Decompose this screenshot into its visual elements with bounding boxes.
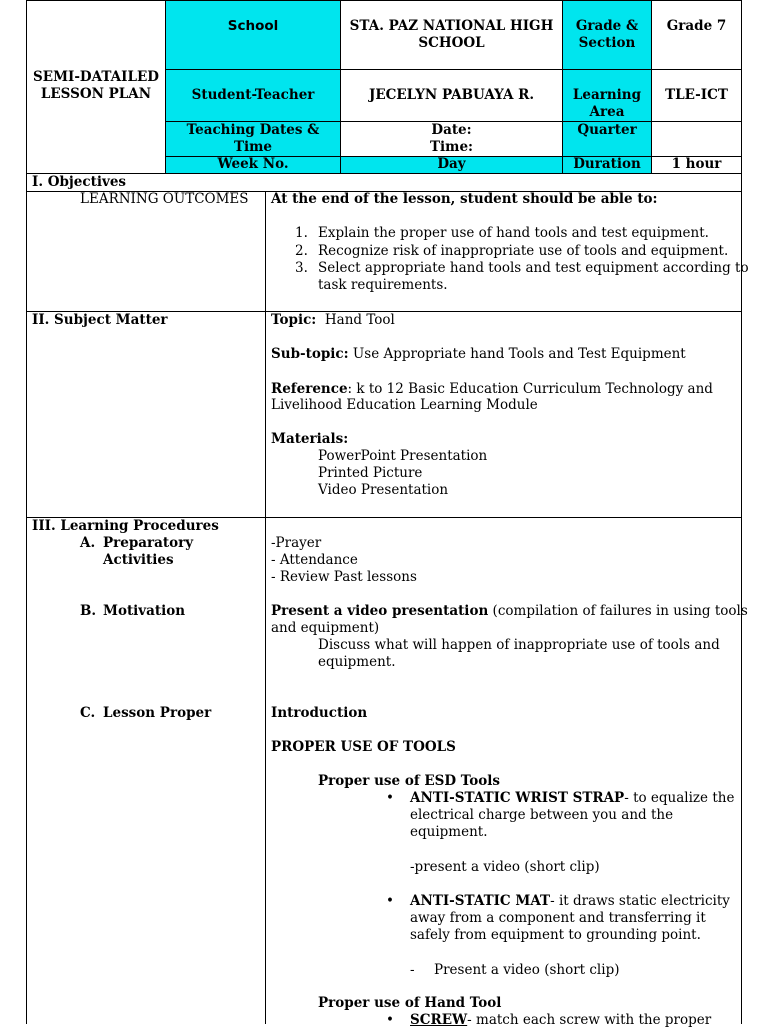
objective-item-2: Recognize risk of inappropriate use of tools and equipment. (318, 243, 729, 259)
objective-item-3-line-2: task requirements. (318, 277, 448, 293)
motivation-line-2: and equipment) (271, 620, 380, 636)
objective-item-3-line-1: Select appropriate hand tools and test equipment according to (318, 260, 749, 276)
objective-item-1: Explain the proper use of hand tools and test equipment. (318, 225, 709, 241)
material-item: Video Presentation (318, 482, 449, 498)
learning-area-line-1: Learning (572, 87, 642, 103)
subject-matter-heading: II. Subject Matter (32, 312, 168, 328)
esd-tools-heading: Proper use of ESD Tools (318, 773, 501, 789)
prep-item: -Prayer (271, 535, 322, 551)
procedures-heading: III. Learning Procedures (32, 518, 219, 534)
duration-label: Duration (573, 156, 641, 172)
reference-line-2: Livelihood Education Learning Module (271, 397, 538, 413)
date-label: Date: (431, 122, 472, 138)
wrist-strap-bold: ANTI-STATIC WRIST STRAP (410, 790, 625, 806)
grade-value: Grade 7 (666, 18, 727, 34)
date-time-cell (341, 122, 562, 156)
school-value-line-1: STA. PAZ NATIONAL HIGH (349, 18, 554, 34)
mat-video-dash: - (410, 962, 415, 978)
procedure-b-letter: B. (80, 603, 97, 619)
learning-area-label (563, 87, 651, 121)
lesson-plan-title (27, 69, 165, 103)
student-teacher-label: Student-Teacher (191, 87, 315, 103)
reference-label: Reference (271, 381, 348, 397)
screw-line (410, 1012, 711, 1029)
procedure-c-label: Lesson Proper (103, 705, 212, 721)
teaching-dates-line-2: Time (233, 139, 273, 155)
learning-area-line-2: Area (589, 104, 625, 120)
school-label: School (227, 18, 279, 34)
bullet-icon: • (386, 1012, 394, 1028)
wrist-strap-line-2: electrical charge between you and the (410, 807, 674, 823)
introduction-heading: Introduction (271, 705, 368, 721)
motivation-rest: (compilation of failures in using tools (488, 603, 748, 619)
objective-item-2-num: 2. (295, 243, 308, 259)
mat-line-1 (410, 893, 730, 910)
motivation-bold: Present a video presentation (271, 603, 489, 619)
subtopic-label: Sub-topic: (271, 346, 349, 362)
motivation-line-1 (271, 603, 748, 620)
learning-area-value: TLE-ICT (665, 87, 728, 103)
teaching-dates-label (166, 122, 340, 156)
motivation-discuss-2: equipment. (318, 654, 396, 670)
procedure-a-label-2: Activities (103, 552, 174, 568)
bullet-icon: • (386, 790, 394, 806)
wrist-strap-rest: - to equalize the (624, 790, 735, 806)
time-label: Time: (429, 139, 474, 155)
week-label: Week No. (217, 156, 289, 172)
grade-label-line-2: Section (578, 35, 636, 51)
student-teacher-value: JECELYN PABUAYA R. (368, 87, 535, 103)
wrist-strap-video: -present a video (short clip) (410, 859, 600, 875)
mat-line-2: away from a component and transferring it (410, 910, 706, 926)
learning-outcomes-label: LEARNING OUTCOMES (80, 191, 249, 207)
table-border (26, 0, 742, 1)
teaching-dates-line-1: Teaching Dates & (186, 122, 320, 138)
table-border (265, 191, 266, 1024)
material-item: Printed Picture (318, 465, 423, 481)
objective-item-3-num: 3. (295, 260, 308, 276)
objectives-intro: At the end of the lesson, student should be able to: (271, 191, 658, 207)
bullet-icon: • (386, 893, 394, 909)
proper-use-tools-heading: PROPER USE OF TOOLS (271, 739, 456, 755)
procedure-a-letter: A. (80, 535, 96, 551)
objectives-heading: I. Objectives (32, 174, 127, 190)
topic-label: Topic: (271, 312, 317, 328)
prep-item: - Attendance (271, 552, 358, 568)
mat-rest: - it draws static electricity (550, 893, 730, 909)
grade-section-label (563, 18, 651, 52)
quarter-label: Quarter (577, 122, 637, 138)
school-label-cell (166, 1, 340, 69)
procedure-c-letter: C. (80, 705, 96, 721)
procedure-a-label (103, 535, 193, 569)
mat-line-3: safely from equipment to grounding point. (410, 927, 701, 943)
table-border (26, 173, 742, 174)
school-value (341, 18, 562, 52)
grade-label-line-1: Grade & (575, 18, 639, 34)
wrist-strap-line-3: equipment. (410, 824, 488, 840)
reference-value-1: : k to 12 Basic Education Curriculum Technology and (347, 381, 713, 397)
table-border (741, 0, 742, 1024)
day-label: Day (437, 156, 466, 172)
prep-item: - Review Past lessons (271, 569, 417, 585)
materials-label: Materials: (271, 431, 349, 447)
topic-line (271, 312, 395, 329)
mat-bold: ANTI-STATIC MAT (410, 893, 551, 909)
title-line-2: LESSON PLAN (40, 86, 152, 102)
mat-video: Present a video (short clip) (434, 962, 620, 978)
material-item: PowerPoint Presentation (318, 448, 488, 464)
subtopic-value: Use Appropriate hand Tools and Test Equipment (352, 346, 686, 362)
school-value-line-2: SCHOOL (418, 35, 485, 51)
motivation-discuss-1: Discuss what will happen of inappropriate use of tools and (318, 637, 720, 653)
title-line-1: SEMI-DATAILED (33, 69, 159, 85)
reference-line-1 (271, 381, 713, 398)
procedure-a-label-1: Preparatory (103, 535, 194, 551)
objective-item-1-num: 1. (295, 225, 308, 241)
procedure-b-label: Motivation (103, 603, 186, 619)
wrist-strap-line-1 (410, 790, 734, 807)
topic-value: Hand Tool (324, 312, 395, 328)
table-border (26, 0, 27, 1024)
subtopic-line (271, 346, 686, 363)
table-border (166, 69, 742, 70)
hand-tool-heading: Proper use of Hand Tool (318, 995, 502, 1011)
screw-bold: SCREW (410, 1012, 468, 1028)
duration-value: 1 hour (671, 156, 722, 172)
screw-rest: - match each screw with the proper (467, 1012, 712, 1028)
